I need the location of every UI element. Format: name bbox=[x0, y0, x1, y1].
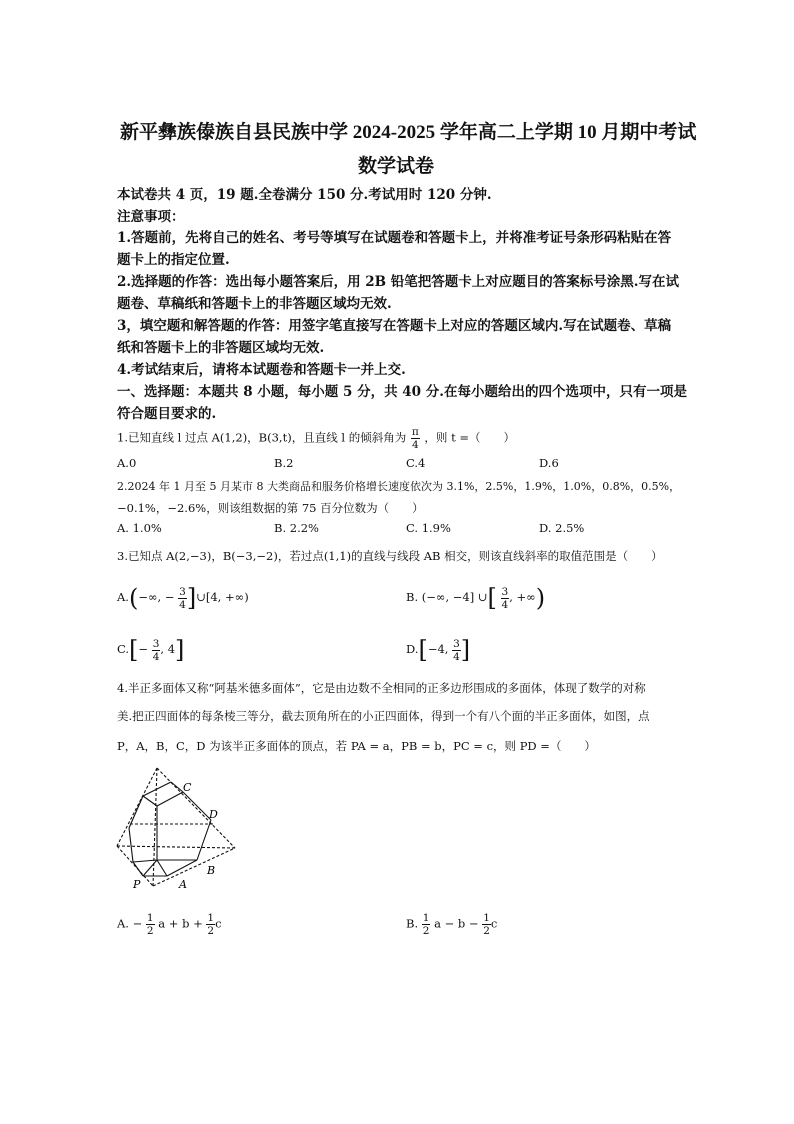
q4-opt-b-frac1 bbox=[422, 912, 431, 937]
q4-opt-a-num: 1 bbox=[146, 912, 154, 924]
q3-opt-b-frac bbox=[501, 586, 510, 611]
notice-heading: 注意事项： bbox=[117, 209, 185, 225]
q3-opt-d-den: 4 bbox=[453, 650, 460, 663]
q1-option-b[interactable]: B.2 bbox=[274, 456, 294, 470]
page-title: 新平彝族傣族自县民族中学 2024-2025 学年高二上学期 10 月期中考试 bbox=[120, 122, 697, 143]
polyhedron-figure bbox=[115, 764, 240, 894]
q3-opt-d-main: −4, bbox=[427, 642, 449, 656]
q3-opt-a-post: ∪[4, +∞) bbox=[196, 590, 249, 604]
q1-option-c[interactable]: C.4 bbox=[406, 456, 426, 470]
q4-opt-b-end: c bbox=[490, 916, 498, 931]
q3-opt-a-den: 4 bbox=[179, 598, 186, 611]
q4-opt-a-num2: 1 bbox=[207, 912, 215, 924]
q3-option-a[interactable] bbox=[117, 584, 249, 612]
q4-opt-a-den: 2 bbox=[146, 925, 154, 937]
q4-opt-a-pre: A. − bbox=[117, 916, 143, 931]
q3-opt-a-label: A. bbox=[117, 590, 129, 604]
notice-1-line-1: 1.答题前，先将自己的姓名、考号等填写在试题卷和答题卡上，并将准考证号条形码粘贴在答 bbox=[117, 230, 672, 246]
q3-option-b[interactable] bbox=[406, 584, 545, 612]
q3-opt-c-den: 4 bbox=[152, 650, 160, 663]
q3-opt-b-pre: B. (−∞, −4] ∪ bbox=[406, 590, 488, 604]
q3-opt-b-post: , +∞ bbox=[509, 590, 536, 604]
fig-label-d: D bbox=[209, 808, 218, 821]
q3-opt-a-num: 3 bbox=[179, 585, 186, 598]
notice-3-line-2: 纸和答题卡上的非答题区域均无效. bbox=[117, 340, 325, 356]
q3-opt-c-post: , 4 bbox=[160, 642, 176, 656]
q1-option-a[interactable]: A.0 bbox=[117, 456, 137, 470]
q4-option-b[interactable] bbox=[406, 912, 497, 937]
q4-opt-b-den2: 2 bbox=[483, 925, 490, 937]
q3-opt-c-bracket-r: ] bbox=[175, 636, 185, 664]
q3-opt-b-bracket: [ bbox=[487, 584, 497, 612]
q4-stem-line-3: P，A，B，C，D 为该半正多面体的顶点，若 PA = a，PB = b，PC = c，则 PD =（ ） bbox=[117, 739, 596, 753]
notice-3-line-1: 3，填空题和解答题的作答：用签字笔直接写在答题卡上对应的答题区域内.写在试题卷、草稿 bbox=[117, 318, 672, 334]
q4-opt-a-mid: a + b + bbox=[158, 916, 203, 931]
q1-fraction bbox=[411, 426, 420, 451]
q3-stem: 3.已知点 A(2,−3)，B(−3,−2)，若过点(1,1)的直线与线段 AB 相交，则该直线斜率的取值范围是（ ） bbox=[117, 549, 663, 563]
q1-stem-b: ，则 t =（ ） bbox=[424, 430, 515, 445]
q1-frac-num: π bbox=[411, 426, 419, 438]
q4-opt-a-frac1 bbox=[146, 912, 155, 937]
q3-opt-c-label: C. bbox=[117, 642, 130, 656]
q4-stem-line-1: 4.半正多面体又称“阿基米德多面体”，它是由边数不全相同的正多边形围成的多面体，体现了数学的对称 bbox=[117, 681, 646, 695]
q4-opt-b-num2: 1 bbox=[483, 912, 490, 924]
q2-option-d[interactable]: D. 2.5% bbox=[539, 521, 585, 535]
q3-opt-d-frac bbox=[452, 638, 461, 663]
section-1-heading: 一、选择题：本题共 8 小题，每小题 5 分，共 40 分.在每小题给出的四个选项中，只有一项是 bbox=[117, 384, 687, 400]
q2-stem-line-2: −0.1%，−2.6%，则该组数据的第 75 百分位数为（ ） bbox=[117, 501, 424, 515]
q2-option-c[interactable]: C. 1.9% bbox=[406, 521, 451, 535]
exam-summary: 本试卷共 4 页，19 题.全卷满分 150 分.考试用时 120 分钟. bbox=[117, 187, 492, 203]
fig-label-a: A bbox=[179, 878, 187, 891]
q4-opt-a-end: c bbox=[215, 916, 222, 931]
q2-option-b[interactable]: B. 2.2% bbox=[274, 521, 319, 535]
q4-opt-b-den: 2 bbox=[422, 925, 430, 937]
fig-label-c: C bbox=[183, 781, 192, 794]
q3-option-c[interactable] bbox=[117, 636, 184, 664]
q3-opt-a-paren: ( bbox=[128, 584, 139, 612]
q2-option-a[interactable]: A. 1.0% bbox=[117, 521, 162, 535]
q3-opt-c-bracket-l: [ bbox=[129, 636, 139, 664]
fig-label-b: B bbox=[207, 864, 216, 877]
q3-opt-b-paren: ) bbox=[535, 584, 546, 612]
q3-option-d[interactable] bbox=[406, 636, 470, 664]
q3-opt-b-num: 3 bbox=[501, 585, 509, 598]
q3-opt-d-num: 3 bbox=[453, 637, 460, 650]
q3-opt-d-bracket-l: [ bbox=[418, 636, 428, 664]
notice-1-line-2: 题卡上的指定位置. bbox=[117, 252, 230, 268]
q4-opt-b-mid: a − b − bbox=[434, 916, 479, 931]
q3-opt-a-frac bbox=[178, 586, 187, 611]
q4-opt-b-frac2 bbox=[482, 912, 491, 937]
notice-2-line-1: 2.选择题的作答：选出每小题答案后，用 2B 铅笔把答题卡上对应题目的答案标号涂黑.写在试 bbox=[117, 274, 679, 290]
fig-label-p: P bbox=[133, 878, 141, 891]
q1-stem bbox=[117, 426, 515, 451]
q3-opt-c-num: 3 bbox=[152, 637, 160, 650]
q1-stem-a: 1.已知直线 l 过点 A(1,2)，B(3,t)，且直线 l 的倾斜角为 bbox=[117, 430, 407, 445]
q3-opt-a-bracket: ] bbox=[186, 584, 197, 612]
page-subtitle: 数学试卷 bbox=[358, 156, 435, 177]
q4-opt-b-pre: B. bbox=[406, 916, 419, 931]
section-1-heading-cont: 符合题目要求的. bbox=[117, 406, 217, 422]
q4-opt-a-den2: 2 bbox=[207, 925, 215, 937]
notice-4: 4.考试结束后，请将本试题卷和答题卡一并上交. bbox=[117, 362, 406, 378]
q1-frac-den: 4 bbox=[411, 439, 419, 451]
q3-opt-b-den: 4 bbox=[501, 598, 509, 611]
q3-opt-d-bracket-r: ] bbox=[460, 636, 471, 664]
q2-stem-line-1: 2.2024 年 1 月至 5 月某市 8 大类商品和服务价格增长速度依次为 3.1%，2.5%，1.9%，1.0%，0.8%，0.5%， bbox=[117, 480, 681, 493]
q1-option-d[interactable]: D.6 bbox=[539, 456, 559, 470]
notice-2-line-2: 题卷、草稿纸和答题卡上的非答题区域均无效. bbox=[117, 296, 392, 312]
q3-opt-c-minus: − bbox=[138, 642, 149, 656]
q4-stem-line-2: 美.把正四面体的每条棱三等分，截去顶角所在的小正四面体，得到一个有八个面的半正多面体，如图，点 bbox=[117, 709, 650, 723]
q3-opt-a-main: −∞, − bbox=[138, 590, 175, 604]
q4-opt-a-frac2 bbox=[206, 912, 215, 937]
q4-option-a[interactable] bbox=[117, 912, 222, 937]
q3-opt-d-label: D. bbox=[406, 642, 419, 656]
q4-opt-b-num: 1 bbox=[422, 912, 430, 924]
